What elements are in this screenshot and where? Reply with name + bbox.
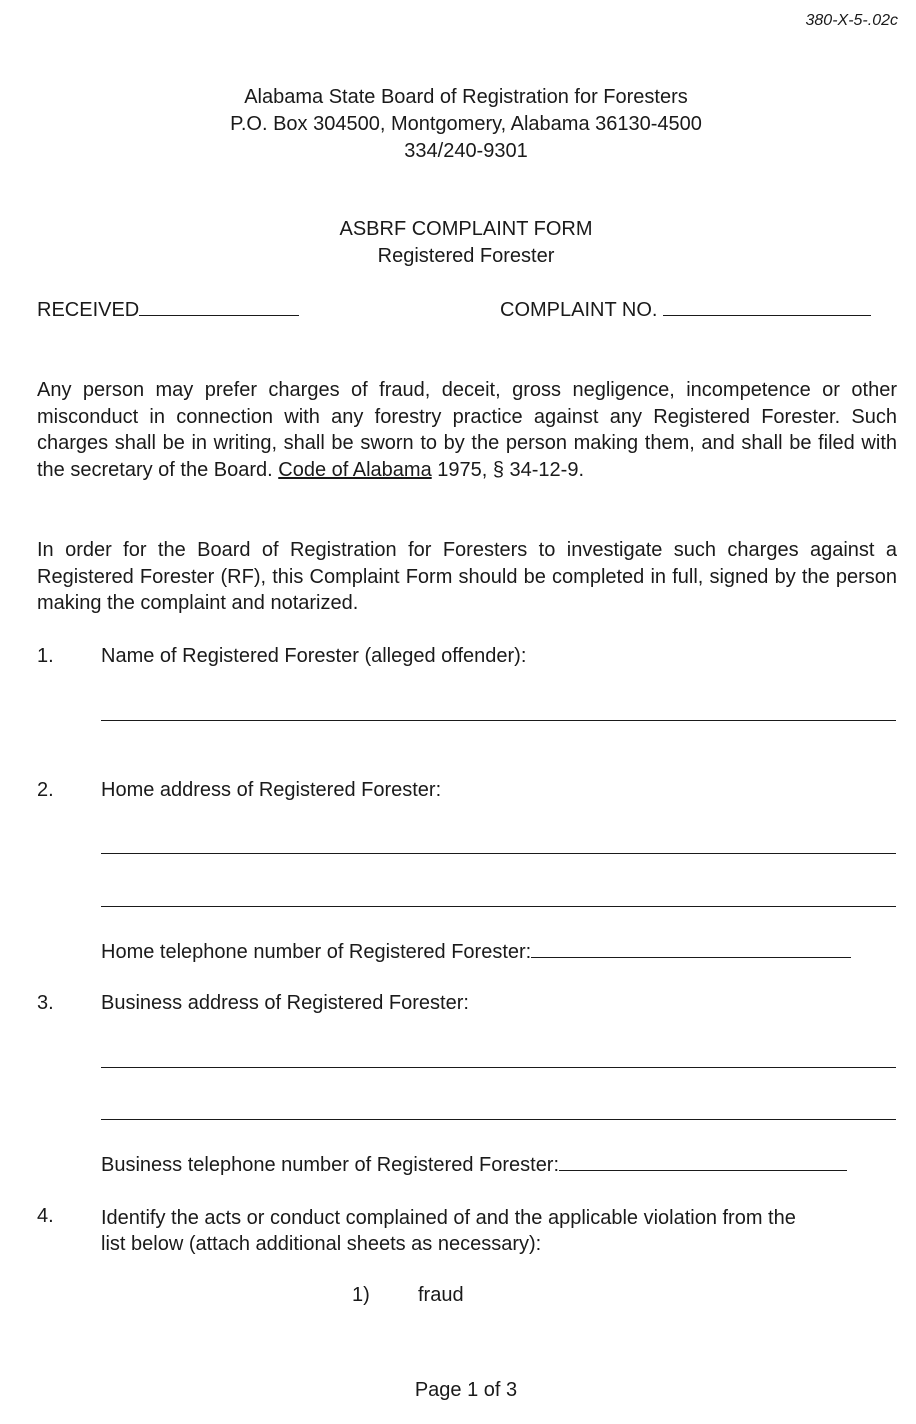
form-subtitle: Registered Forester (377, 245, 555, 267)
org-phone: 334/240-9301 (404, 140, 528, 162)
forester-name-input[interactable] (101, 720, 896, 721)
form-title: ASBRF COMPLAINT FORM (339, 218, 593, 240)
home-address-input-line-1[interactable] (101, 853, 896, 854)
org-address: P.O. Box 304500, Montgomery, Alabama 36130-4500 (230, 113, 702, 135)
home-phone-label: Home telephone number of Registered Forester: (101, 941, 532, 963)
form-code: 380-X-5-.02c (805, 12, 898, 29)
item-4-label-line-2: list below (attach additional sheets as necessary): (101, 1233, 542, 1255)
item-4-label (101, 1205, 796, 1257)
intro-text: Any person may prefer charges of fraud, deceit, gross negligence, incompetence or other misconduct in connection with any forestry practice against any Registered Forester. Such charges shall be in writing, shall be sworn to by the person making them, and shall be filed with the secretary of the Board. (37, 379, 897, 481)
item-2-label: Home address of Registered Forester: (101, 779, 442, 801)
intro-paragraph-1 (37, 377, 897, 483)
item-3-number: 3. (37, 992, 54, 1014)
business-address-input-line-1[interactable] (101, 1067, 896, 1068)
business-address-input-line-2[interactable] (101, 1119, 896, 1120)
violation-1-number: 1) (352, 1284, 370, 1306)
business-phone-label: Business telephone number of Registered Forester: (101, 1154, 560, 1176)
intro-paragraph-2: In order for the Board of Registration for Foresters to investigate such charges against a Registered Forester (RF), this Complaint Form should be completed in full, signed by the person making the complaint and notarized. (37, 539, 897, 614)
business-phone-field (101, 1152, 847, 1177)
violation-1-label: fraud (418, 1284, 464, 1306)
item-2-number: 2. (37, 779, 54, 801)
received-label: RECEIVED (37, 299, 140, 321)
page-number: Page 1 of 3 (414, 1379, 518, 1401)
org-name: Alabama State Board of Registration for Foresters (244, 86, 688, 108)
item-4-label-line-1: Identify the acts or conduct complained of and the applicable violation from the (101, 1207, 796, 1229)
item-1-number: 1. (37, 645, 54, 667)
complaint-no-field (500, 297, 871, 322)
complaint-no-input[interactable] (663, 297, 871, 316)
intro-citation-tail: 1975, § 34-12-9. (431, 458, 585, 481)
home-phone-field (101, 939, 851, 964)
business-phone-input[interactable] (559, 1152, 847, 1171)
item-3-label: Business address of Registered Forester: (101, 992, 469, 1014)
home-address-input-line-2[interactable] (101, 906, 896, 907)
home-phone-input[interactable] (531, 939, 851, 958)
code-citation: Code of Alabama (278, 458, 432, 481)
received-field (37, 297, 299, 322)
item-4-number: 4. (37, 1205, 54, 1227)
complaint-no-label: COMPLAINT NO. (500, 299, 658, 321)
item-1-label: Name of Registered Forester (alleged offender): (101, 645, 527, 667)
received-input[interactable] (139, 297, 299, 316)
form-title-block (0, 216, 916, 270)
letterhead (0, 84, 916, 165)
